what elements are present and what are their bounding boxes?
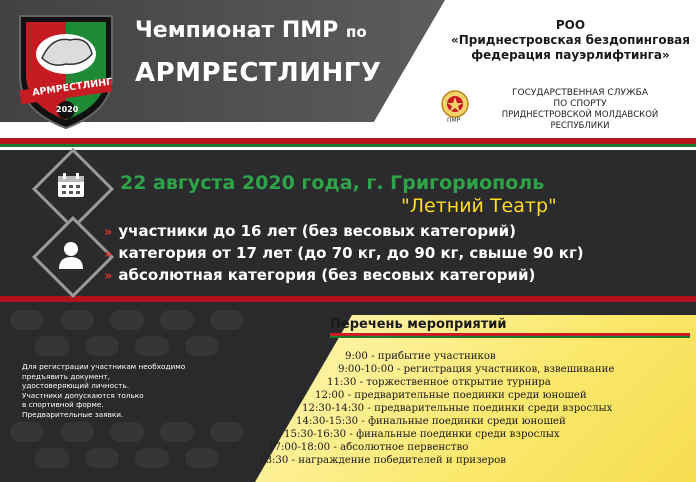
calendar-icon [57,172,85,198]
registration-note: Для регистрации участникам необходимо предъявить документ, удостоверяющий личность. Участники допускаются только в спортивной форме. Предварительные заявки. [22,362,186,419]
gov-line4: РЕСПУБЛИКИ [550,121,610,131]
logo-text: АРМРЕСТЛИНГ [31,76,113,99]
armwrestling-logo [12,6,120,132]
schedule-item: 9:00-10:00 - регистрация участников, взвешивание [338,364,615,375]
category-item: » участники до 16 лет (без весовых категорий) [104,222,516,240]
category-item: » категория от 17 лет (до 70 кг, до 90 кг, свыше 90 кг) [104,244,584,262]
event-venue: "Летний Театр" [401,195,557,217]
schedule-item: 12:30-14:30 - предварительные поединки среди взрослых [302,403,613,414]
event-date-place: 22 августа 2020 года, г. Григориополь [120,172,545,194]
category-item: » абсолютная категория (без весовых категорий) [104,266,536,284]
state-emblem-icon [440,88,470,126]
schedule-item: 11:30 - торжественное открытие турнира [327,377,551,388]
arrow-icon: » [104,269,113,284]
gov-line2: ПО СПОРТУ [553,99,607,109]
schedule-item: 18:30 - награждение победителей и призеров [259,455,507,466]
title-small: по [345,23,367,41]
arrow-icon: » [104,247,113,262]
schedule-item: 17:00-18:00 - абсолютное первенство [268,442,469,453]
organizer-block [448,18,693,63]
emblem-text: ПМР [447,117,461,124]
arrow-icon: » [104,225,113,240]
schedule-item: 15:30-16:30 - финальные поединки среди взрослых [284,429,560,440]
organizer-line1: РОО [555,18,586,32]
green-divider [0,144,696,147]
government-block [470,88,690,132]
user-icon [57,240,85,270]
sport-title: АРМРЕСТЛИНГУ [135,58,382,88]
gov-line3: ПРИДНЕСТРОВСКОЙ МОЛДАВСКОЙ [501,110,659,120]
organizer-line3: федерация пауэрлифтинга» [471,48,670,62]
logo-year: 2020 [56,105,79,114]
schedule-title: Перечень мероприятий [330,317,507,332]
gov-line1: ГОСУДАРСТВЕННАЯ СЛУЖБА [512,88,648,98]
page-title [135,18,367,43]
schedule-item: 14:30-15:30 - финальные поединки среди юношей [296,416,566,427]
organizer-line2: «Приднестровская бездопинговая [451,33,690,47]
schedule-title-underline-green [330,336,690,338]
title-main: Чемпионат ПМР [135,18,339,43]
schedule-item: 9:00 - прибытие участников [345,351,496,362]
schedule-item: 12:00 - предварительные поединки среди юношей [315,390,587,401]
